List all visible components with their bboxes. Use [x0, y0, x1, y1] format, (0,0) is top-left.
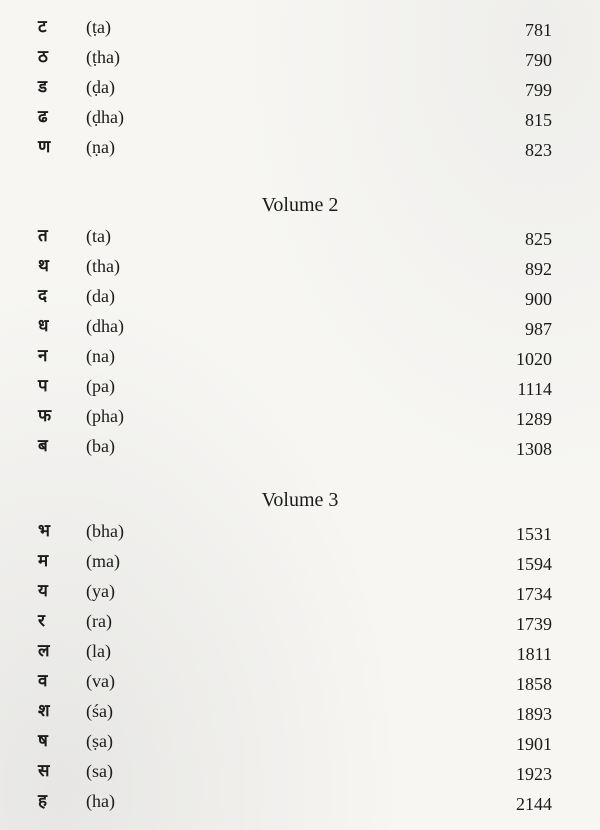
index-row	[0, 640, 600, 670]
index-row	[0, 405, 600, 435]
devanagari-letter: ब	[38, 436, 48, 456]
transliteration: (va)	[86, 671, 115, 691]
page-number: 1308	[516, 439, 552, 459]
devanagari-letter: ल	[38, 641, 50, 661]
transliteration: (ṭha)	[86, 47, 120, 67]
devanagari-letter: थ	[38, 256, 49, 276]
devanagari-letter: ढ	[38, 107, 48, 127]
volume-3-heading: Volume 3	[261, 489, 339, 511]
transliteration: (pha)	[86, 406, 124, 426]
volume-1-continuation-section	[0, 16, 600, 166]
transliteration: (ra)	[86, 611, 112, 631]
index-row	[0, 760, 600, 790]
index-row	[0, 106, 600, 136]
page-number: 1734	[516, 584, 552, 604]
transliteration: (ma)	[86, 551, 120, 571]
index-row	[0, 46, 600, 76]
index-row	[0, 375, 600, 405]
volume-2-heading: Volume 2	[261, 194, 339, 216]
page-number: 781	[525, 20, 552, 40]
transliteration: (ṭa)	[86, 17, 111, 37]
transliteration: (ṣa)	[86, 731, 113, 751]
index-row	[0, 285, 600, 315]
devanagari-letter: ड	[38, 77, 48, 97]
page-number: 1901	[516, 734, 552, 754]
devanagari-letter: ण	[38, 137, 51, 157]
page-number: 825	[525, 229, 552, 249]
index-row	[0, 610, 600, 640]
transliteration: (na)	[86, 346, 115, 366]
transliteration: (ba)	[86, 436, 115, 456]
devanagari-letter: त	[38, 226, 48, 246]
page-number: 1114	[517, 379, 552, 399]
page-number: 1289	[516, 409, 552, 429]
page-number: 2144	[516, 794, 552, 814]
page-number: 1531	[516, 524, 552, 544]
transliteration: (dha)	[86, 316, 124, 336]
page-number: 1020	[516, 349, 552, 369]
devanagari-letter: प	[38, 376, 48, 396]
devanagari-letter: य	[38, 581, 48, 601]
index-row	[0, 345, 600, 375]
index-row	[0, 580, 600, 610]
transliteration: (bha)	[86, 521, 124, 541]
page-number: 1858	[516, 674, 552, 694]
devanagari-letter: भ	[38, 521, 50, 541]
index-row	[0, 435, 600, 465]
devanagari-letter: फ	[38, 406, 52, 426]
index-row	[0, 136, 600, 166]
index-row	[0, 16, 600, 46]
index-row	[0, 790, 600, 820]
index-row	[0, 670, 600, 700]
transliteration: (pa)	[86, 376, 115, 396]
page-number: 892	[525, 259, 552, 279]
index-row	[0, 700, 600, 730]
devanagari-letter: व	[38, 671, 48, 691]
devanagari-letter: ह	[38, 791, 48, 811]
page-number: 799	[525, 80, 552, 100]
transliteration: (ḍa)	[86, 77, 115, 97]
index-row	[0, 255, 600, 285]
transliteration: (da)	[86, 286, 115, 306]
page-number: 1893	[516, 704, 552, 724]
devanagari-letter: ठ	[38, 47, 48, 67]
transliteration: (ya)	[86, 581, 115, 601]
devanagari-letter: द	[38, 286, 48, 306]
page-number: 987	[525, 319, 552, 339]
devanagari-letter: न	[38, 346, 48, 366]
index-row	[0, 730, 600, 760]
index-row	[0, 76, 600, 106]
transliteration: (ta)	[86, 226, 111, 246]
transliteration: (ṇa)	[86, 137, 115, 157]
devanagari-letter: र	[38, 611, 45, 631]
index-row	[0, 315, 600, 345]
transliteration: (ḍha)	[86, 107, 124, 127]
devanagari-letter: ध	[38, 316, 49, 336]
devanagari-letter: ष	[38, 731, 48, 751]
volume-3-section	[0, 520, 600, 820]
page-number: 1594	[516, 554, 552, 574]
page-number: 1811	[516, 644, 552, 664]
index-row	[0, 520, 600, 550]
devanagari-letter: म	[38, 551, 49, 571]
page-number: 1923	[516, 764, 552, 784]
transliteration: (ha)	[86, 791, 115, 811]
page-number: 1739	[516, 614, 552, 634]
devanagari-letter: ट	[38, 17, 47, 37]
transliteration: (sa)	[86, 761, 113, 781]
devanagari-letter: श	[38, 701, 50, 721]
transliteration: (tha)	[86, 256, 120, 276]
transliteration: (la)	[86, 641, 111, 661]
index-row	[0, 225, 600, 255]
transliteration: (śa)	[86, 701, 113, 721]
volume-2-section	[0, 225, 600, 465]
page-number: 823	[525, 140, 552, 160]
page-number: 790	[525, 50, 552, 70]
page-number: 900	[525, 289, 552, 309]
devanagari-letter: स	[38, 761, 50, 781]
index-row	[0, 550, 600, 580]
page-number: 815	[525, 110, 552, 130]
